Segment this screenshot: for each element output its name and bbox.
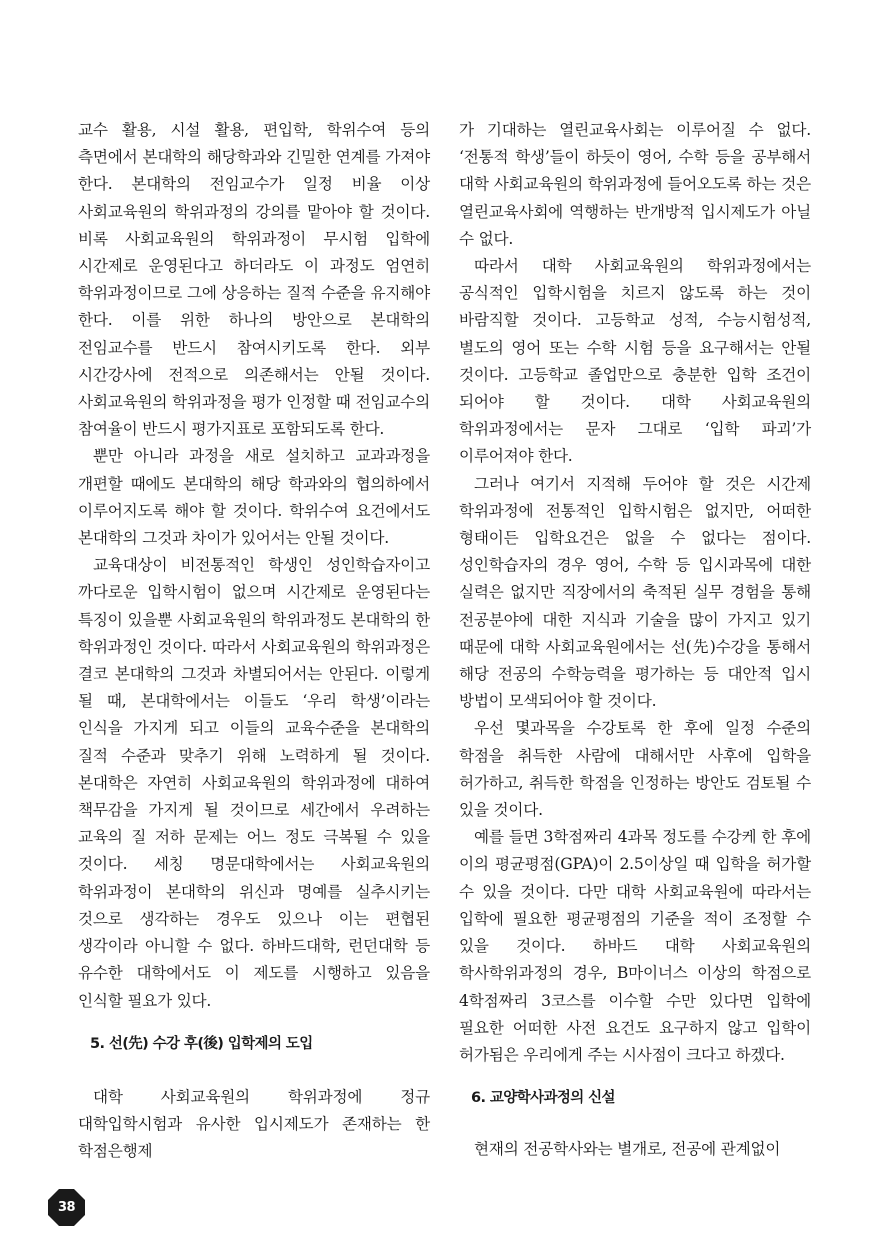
paragraph: 교육대상이 비전통적인 학생인 성인학습자이고 까다로운 입학시험이 없으며 시간제로 운영된다는 특징이 있을뿐 사회교육원의 학위과정도 본대학의 한 학위과정인 것이다. 따라서 사회교육원의 학위과정은 결코 본대학의 그것과 차별되어서는 안된다. 이렇게 될 때, 본대학에서는 이들도 ‘우리 학생’이라는 인식을 가지게 되고 이들의 교육수준을 본대학의 질적 수준과 맞추기 위해 노력하게 될 것이다. 본대학은 자연히 사회교육원의 학위과정에 대하여 책무감을 가지게 될 것이므로 세간에서 우려하는 교육의 질 저하 문제는 어느 정도 극복될 수 있을 것이다. 세칭 명문대학에서는 사회교육원의 학위과정이 본대학의 위신과 명예를 실추시키는 것으로 생각하는 경우도 있으나 이는 편협된 생각이라 아니할 수 없다. 하바드대학, 런던대학 등 유수한 대학에서도 이 제도를 시행하고 있음을 인식할 필요가 있다. [78,556,430,1010]
section-heading-5: 5. 선(先) 수강 후(後) 입학제의 도입 [90,1035,313,1052]
section-heading-6: 6. 교양학사과정의 신설 [471,1090,615,1107]
paragraph: 교수 활용, 시설 활용, 편입학, 학위수여 등의 측면에서 본대학의 해당학과와 긴밀한 연계를 가져야 한다. 본대학의 전임교수가 일정 비율 이상 사회교육원의 학위과정의 강의를 맡아야 할 것이다. 비록 사회교육원의 학위과정이 무시험 입학에 시간제로 운영된다고 하더라도 이 과정도 엄연히 학위과정이므로 그에 상응하는 질적 수준을 유지해야 한다. 이를 위한 하나의 방안으로 본대학의 전임교수를 반드시 참여시키도록 한다. 외부 시간강사에 전적으로 의존해서는 안될 것이다. 사회교육원의 학위과정을 평가 인정할 때 전임교수의 참여율이 반드시 평가지표로 포함되도록 한다. [78,121,430,439]
paragraph: 예를 들면 3학점짜리 4과목 정도를 수강케 한 후에 이의 평균평점(GPA)이 2.5이상일 때 입학을 허가할 수 있을 것이다. 다만 대학 사회교육원에 따라서는 입학에 필요한 평균평점의 기준을 적이 조정할 수 있을 것이다. 하바드 대학 사회교육원의 학사학위과정의 경우, B마이너스 이상의 학점으로 4학점짜리 3코스를 이수할 수만 있다면 입학에 필요한 어떠한 사전 요건도 요구하지 않고 입학이 허가됨은 우리에게 주는 시사점이 크다고 하겠다. [459,828,811,1064]
page-number-badge [47,1188,86,1227]
left-column [78,117,430,1166]
paragraph: 현재의 전공학사와는 별개로, 전공에 관계없이 [474,1140,781,1159]
paragraph: 가 기대하는 열린교육사회는 이루어질 수 없다. ‘전통적 학생’들이 하듯이 영어, 수학 등을 공부해서 대학 사회교육원의 학위과정에 들어오도록 하는 것은 열린교육사회에 역행하는 반개방적 입시제도가 아닐 수 없다. [459,121,811,248]
paragraph: 그러나 여기서 지적해 두어야 할 것은 시간제 학위과정에 전통적인 입학시험은 없지만, 어떠한 형태이든 입학요건은 없을 수 없다는 점이다. 성인학습자의 경우 영어, 수학 등 입시과목에 대한 실력은 없지만 직장에서의 축적된 실무 경험을 통해 전공분야에 대한 지식과 기술을 많이 가지고 있기 때문에 대학 사회교육원에서는 선(先)수강을 통해서 해당 전공의 수학능력을 평가하는 등 대안적 입시 방법이 모색되어야 할 것이다. [459,474,811,711]
paragraph: 우선 몇과목을 수강토록 한 후에 일정 수준의 학점을 취득한 사람에 대해서만 사후에 입학을 허가하고, 취득한 학점을 인정하는 방안도 검토될 수 있을 것이다. [459,719,811,820]
page-number: 38 [57,1200,76,1215]
right-column [459,117,811,1164]
paragraph: 대학 사회교육원의 학위과정에 정규 대학입학시험과 유사한 입시제도가 존재하는 한 학점은행제 [78,1087,430,1161]
paragraph: 뿐만 아니라 과정을 새로 설치하고 교과과정을 개편할 때에도 본대학의 해당 학과와의 협의하에서 이루어지도록 해야 할 것이다. 학위수여 요건에서도 본대학의 그것과 차이가 있어서는 안될 것이다. [78,447,430,548]
paragraph: 따라서 대학 사회교육원의 학위과정에서는 공식적인 입학시험을 치르지 않도록 하는 것이 바람직할 것이다. 고등학교 성적, 수능시험성적, 별도의 영어 또는 수학 시험 등을 요구해서는 안될 것이다. 고등학교 졸업만으로 충분한 입학 조건이 되어야 할 것이다. 대학 사회교육원의 학위과정에서는 문자 그대로 ‘입학 파괴’가 이루어져야 한다. [459,257,811,466]
